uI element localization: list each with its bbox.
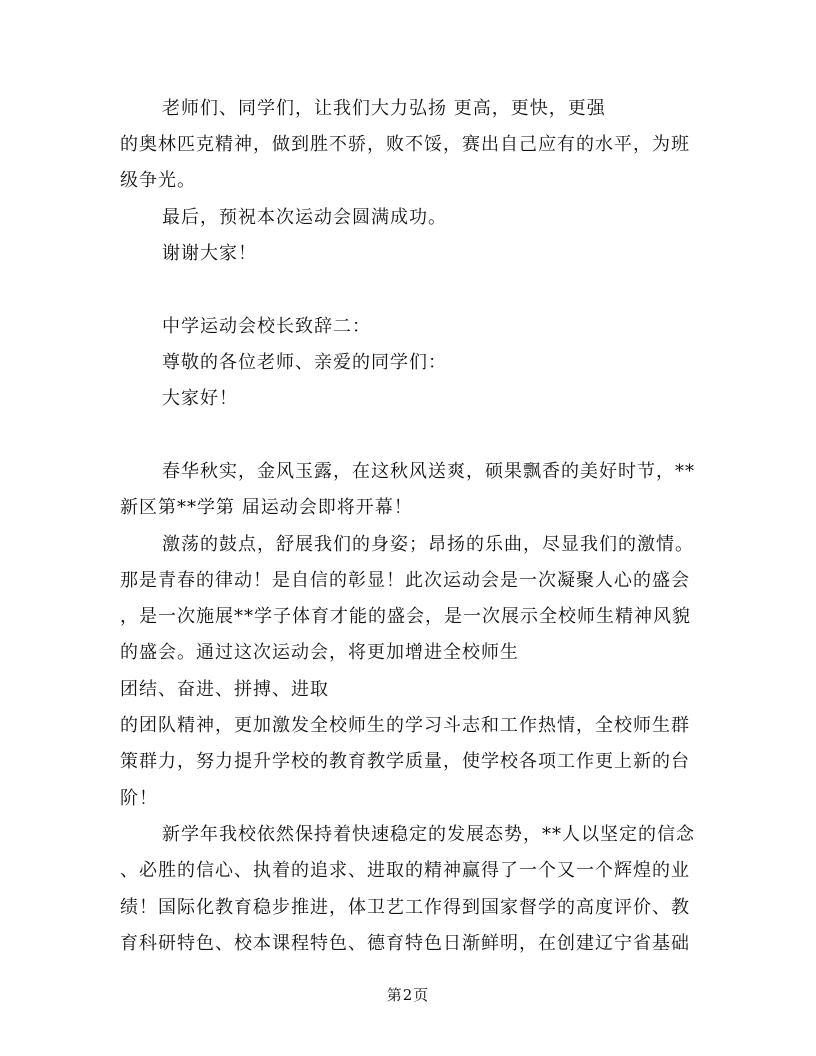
page-number: 第2页 [386,986,430,1004]
text-line: 最后，预祝本次运动会圆满成功。 [162,207,447,228]
text-line: 级争光。 [120,170,196,191]
text-line: 谢谢大家！ [162,243,257,264]
text-line: ，是一次施展**学子体育才能的盛会，是一次展示全校师生精神风貌 [120,606,691,627]
text-line: 尊敬的各位老师、亲爱的同学们： [162,352,447,373]
text-line: 新区第**学第 届运动会即将开幕！ [120,497,413,518]
text-line: 大家好！ [162,388,238,409]
text-line: 的奥林匹克精神，做到胜不骄，败不馁，赛出自己应有的水平，为班 [120,134,690,155]
text-line: 、必胜的信心、执着的追求、进取的精神赢得了一个又一个辉煌的业 [120,860,690,881]
text-line: 老师们、同学们，让我们大力弘扬 更高，更快，更强 [162,98,606,119]
text-line: 育科研特色、校本课程特色、德育特色日渐鲜明，在创建辽宁省基础 [120,933,690,954]
text-line: 绩！国际化教育稳步推进，体卫艺工作得到国家督学的高度评价、教 [120,897,690,918]
text-line: 的盛会。通过这次运动会，将更加增进全校师生 [120,642,519,663]
text-line: 策群力，努力提升学校的教育教学质量，使学校各项工作更上新的台 [120,751,690,772]
text-line: 团结、奋进、拼搏、进取 [120,679,329,700]
text-line: 的团队精神，更加激发全校师生的学习斗志和工作热情，全校师生群 [120,715,690,736]
text-line: 新学年我校依然保持着快速稳定的发展态势，**人以坚定的信念 [162,824,695,845]
text-line: 阶！ [120,788,158,809]
text-line: 春华秋实，金风玉露，在这秋风送爽，硕果飘香的美好时节，** [162,461,695,482]
text-line: 那是青春的律动！是自信的彰显！此次运动会是一次凝聚人心的盛会 [120,570,690,591]
section-heading: 中学运动会校长致辞二： [162,316,371,337]
text-line: 激荡的鼓点，舒展我们的身姿；昂扬的乐曲，尽显我们的激情。 [162,534,694,555]
